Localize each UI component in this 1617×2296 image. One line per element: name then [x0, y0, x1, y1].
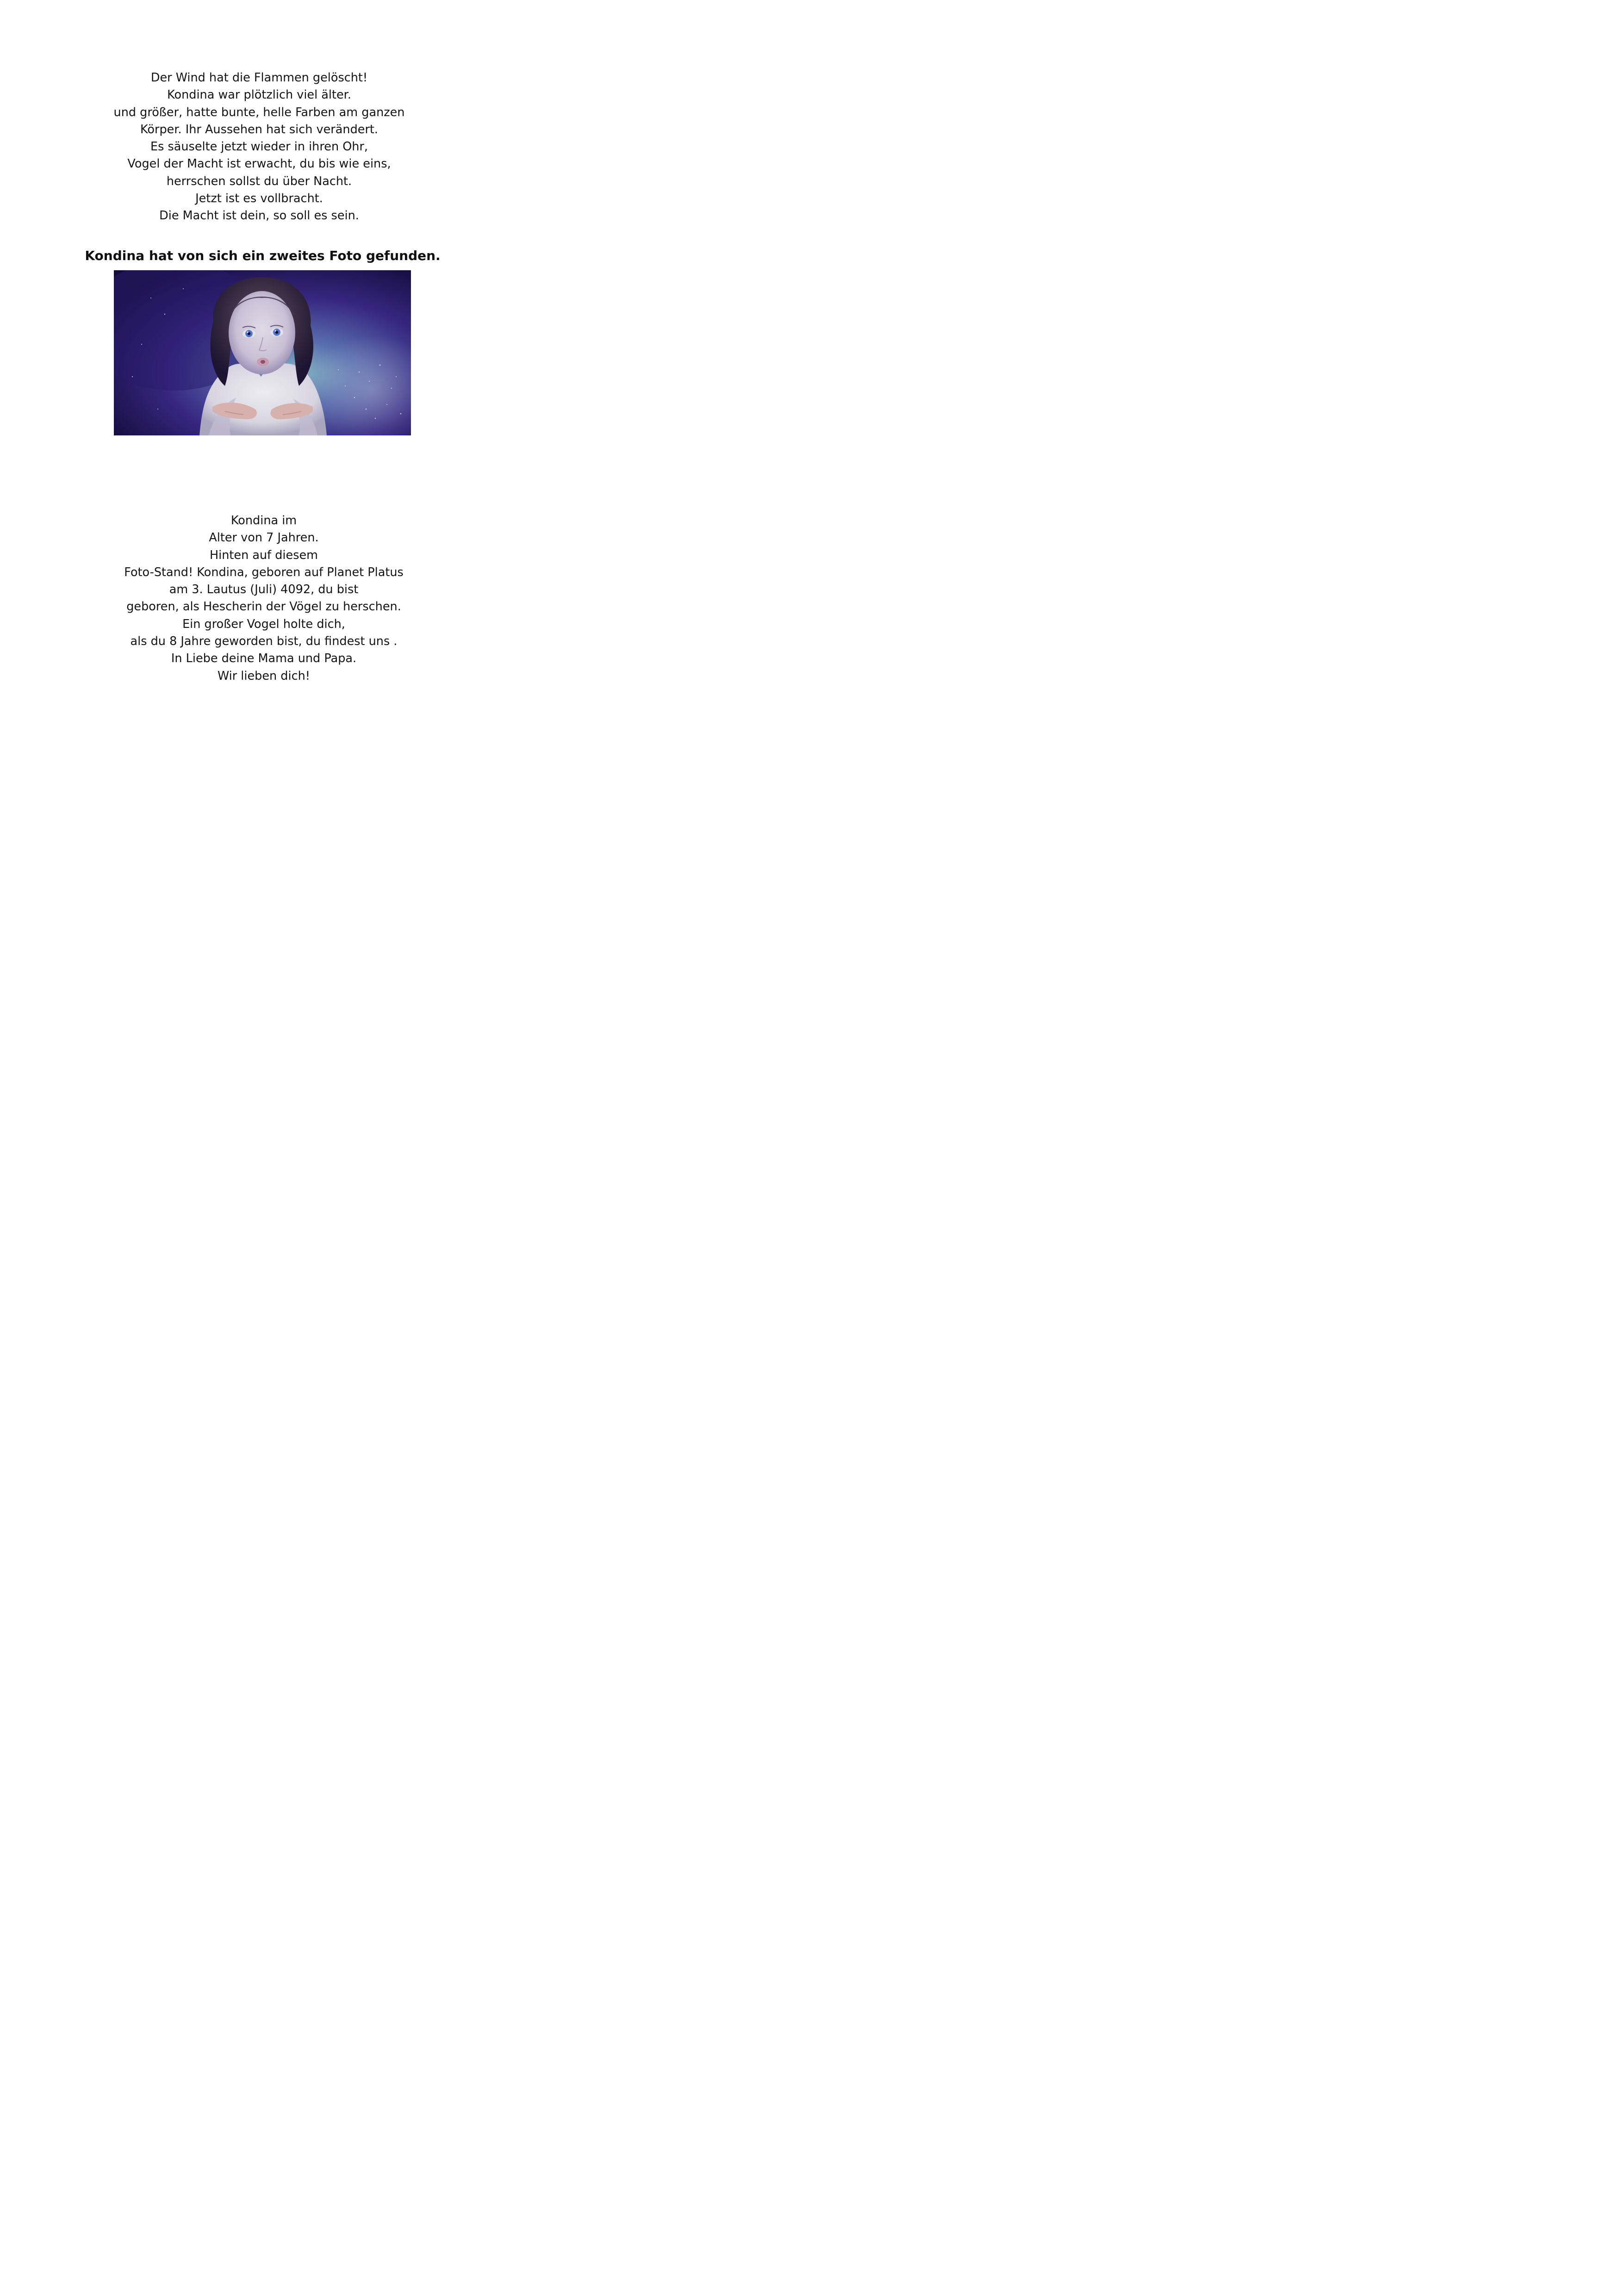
photo-caption	[0, 512, 528, 685]
poem-text	[0, 69, 518, 225]
caption-line: In Liebe deine Mama und Papa.	[171, 652, 357, 666]
caption-line: Wir lieben dich!	[217, 669, 310, 683]
caption-line: als du 8 Jahre geworden bist, du findest uns .	[130, 634, 398, 649]
girl-photo-illustration	[114, 270, 411, 435]
caption-line: Hinten auf diesem	[209, 548, 318, 562]
poem-line: Kondina war plötzlich viel älter.	[167, 88, 351, 102]
caption-line: am 3. Lautus (Juli) 4092, du bist	[169, 583, 359, 597]
poem-line: Körper. Ihr Aussehen hat sich verändert.	[140, 122, 379, 137]
girl-photo	[114, 270, 411, 435]
poem-line: Die Macht ist dein, so soll es sein.	[159, 209, 359, 223]
poem-line: Jetzt ist es vollbracht.	[195, 192, 323, 206]
poem-line: und größer, hatte bunte, helle Farben am ganzen	[113, 105, 405, 119]
caption-line: Alter von 7 Jahren.	[209, 531, 319, 545]
caption-line: Ein großer Vogel holte dich,	[182, 617, 345, 631]
caption-line: Foto-Stand! Kondina, geboren auf Planet Platus	[124, 565, 404, 579]
poem-line: herrschen sollst du über Nacht.	[166, 174, 352, 188]
poem-line: Es säuselte jetzt wieder in ihren Ohr,	[150, 140, 368, 154]
caption-line: Kondina im	[230, 514, 297, 527]
poem-line: Vogel der Macht ist erwacht, du bis wie eins,	[127, 157, 391, 171]
caption-line: geboren, als Hescherin der Vögel zu herschen.	[126, 600, 401, 614]
section-heading: Kondina hat von sich ein zweites Foto gefunden.	[85, 248, 441, 263]
poem-line: Der Wind hat die Flammen gelöscht!	[150, 71, 368, 85]
